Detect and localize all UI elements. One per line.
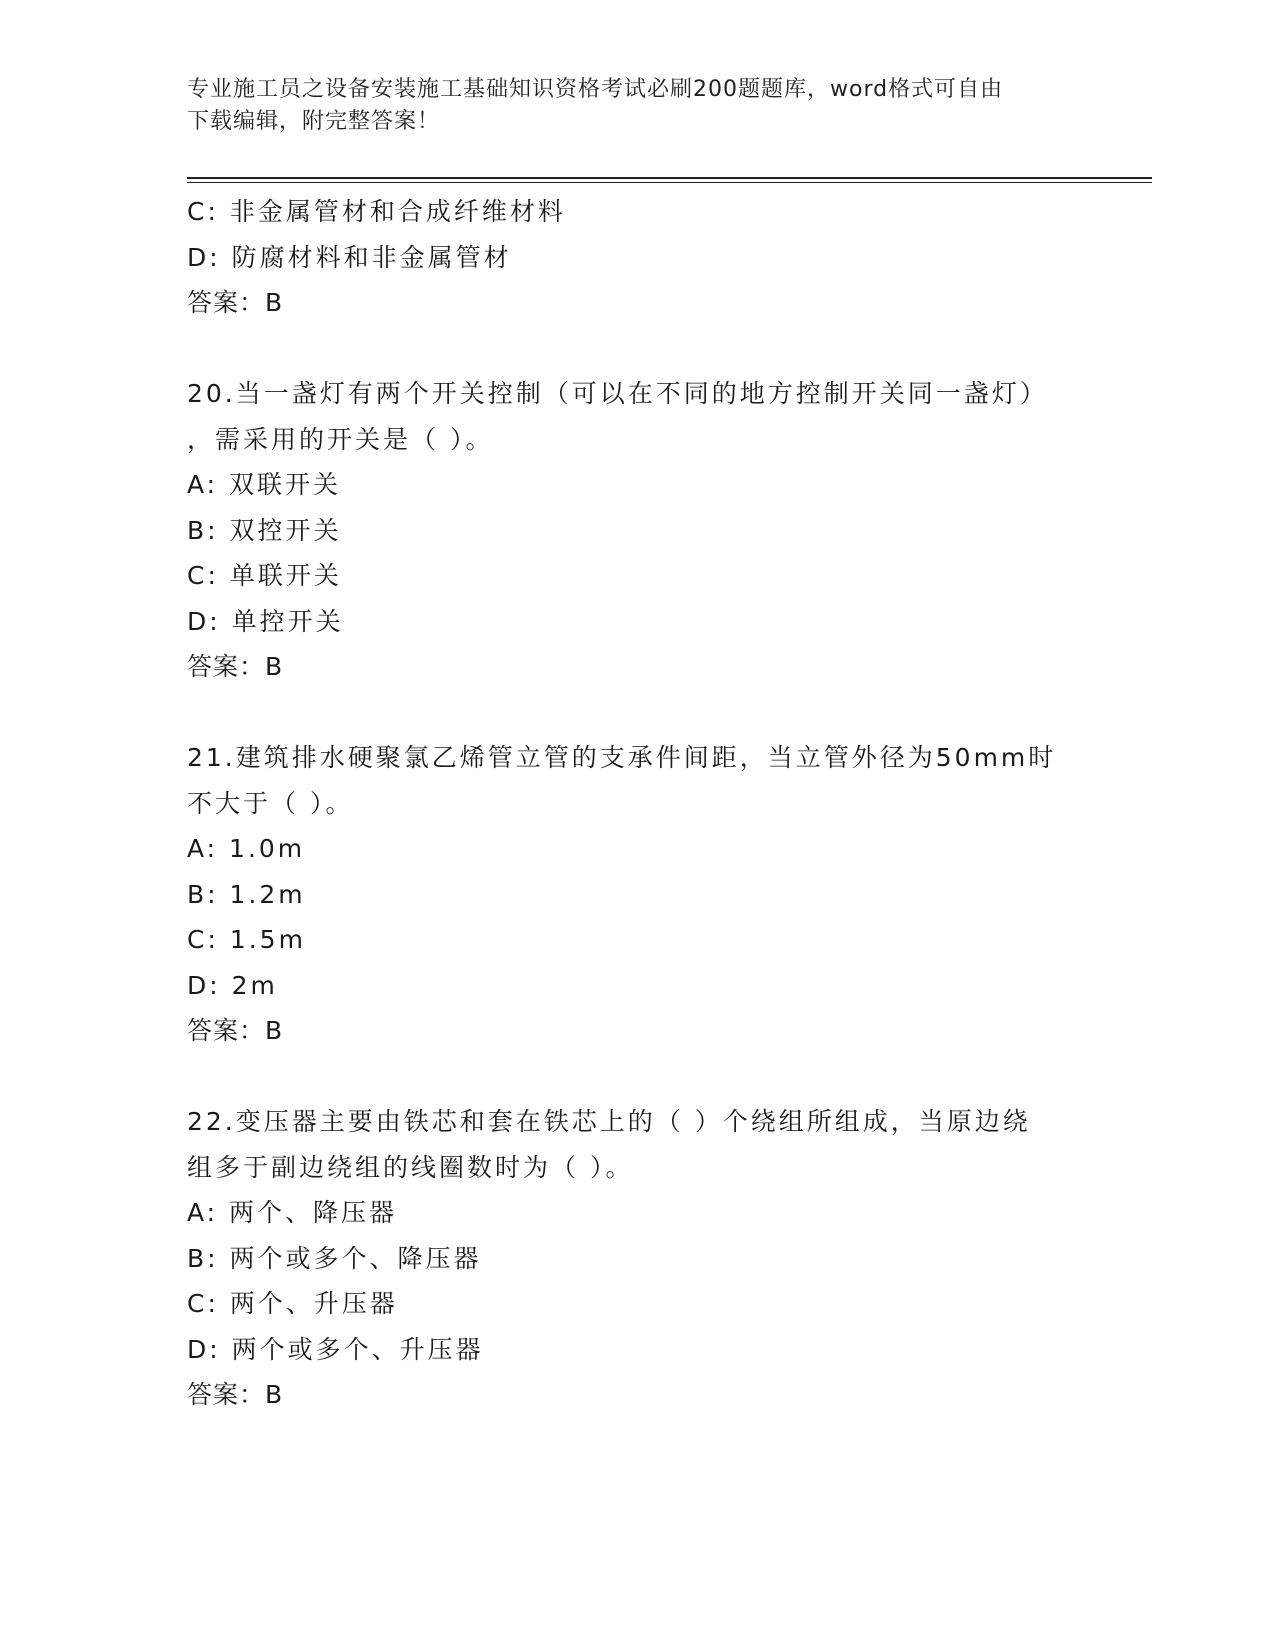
question-stem-line-1: 20.当一盏灯有两个开关控制（可以在不同的地方控制开关同一盏灯） — [187, 379, 1048, 408]
question-stem-line-1: 21.建筑排水硬聚氯乙烯管立管的支承件间距，当立管外径为50mm时 — [187, 743, 1057, 772]
answer-line: 答案：B — [187, 288, 284, 317]
header-divider-thin — [187, 182, 1152, 183]
question-stem-line-2: 组多于副边绕组的线圈数时为（ ）。 — [187, 1152, 634, 1182]
spacer — [187, 690, 1087, 736]
option-b: B: 1.2m — [187, 879, 306, 909]
option-d: D: 防腐材料和非金属管材 — [187, 242, 512, 272]
spacer — [187, 1054, 1087, 1100]
option-a: A: 1.0m — [187, 834, 306, 863]
option-d: D: 2m — [187, 970, 278, 1000]
document-header — [187, 74, 1067, 138]
option-c: C: 非金属管材和合成纤维材料 — [187, 197, 566, 226]
answer-line: 答案：B — [187, 652, 284, 681]
header-line-2: 下载编辑，附完整答案！ — [187, 109, 441, 134]
question-20 — [187, 371, 1087, 690]
question-stem-line-2: 不大于（ ）。 — [187, 788, 354, 818]
option-d: D: 两个或多个、升压器 — [187, 1334, 484, 1364]
carryover-question — [187, 189, 1087, 326]
option-b: B: 两个或多个、降压器 — [187, 1243, 482, 1273]
option-c: C: 1.5m — [187, 925, 306, 954]
answer-line: 答案：B — [187, 1016, 284, 1045]
option-c: C: 两个、升压器 — [187, 1289, 398, 1318]
header-line-1: 专业施工员之设备安装施工基础知识资格考试必刷200题题库，word格式可自由 — [187, 77, 1004, 102]
question-22 — [187, 1099, 1087, 1418]
option-a: A: 双联开关 — [187, 470, 342, 499]
question-stem-line-1: 22.变压器主要由铁芯和套在铁芯上的（ ）个绕组所组成，当原边绕 — [187, 1107, 1031, 1136]
question-stem-line-2: ，需采用的开关是（ ）。 — [187, 424, 494, 454]
question-21 — [187, 735, 1087, 1054]
option-d: D: 单控开关 — [187, 606, 344, 636]
option-a: A: 两个、降压器 — [187, 1198, 398, 1227]
option-b: B: 双控开关 — [187, 515, 342, 545]
answer-line: 答案：B — [187, 1380, 284, 1409]
header-divider-thick — [187, 177, 1152, 179]
option-c: C: 单联开关 — [187, 561, 342, 590]
spacer — [187, 326, 1087, 372]
document-body — [187, 189, 1087, 1418]
